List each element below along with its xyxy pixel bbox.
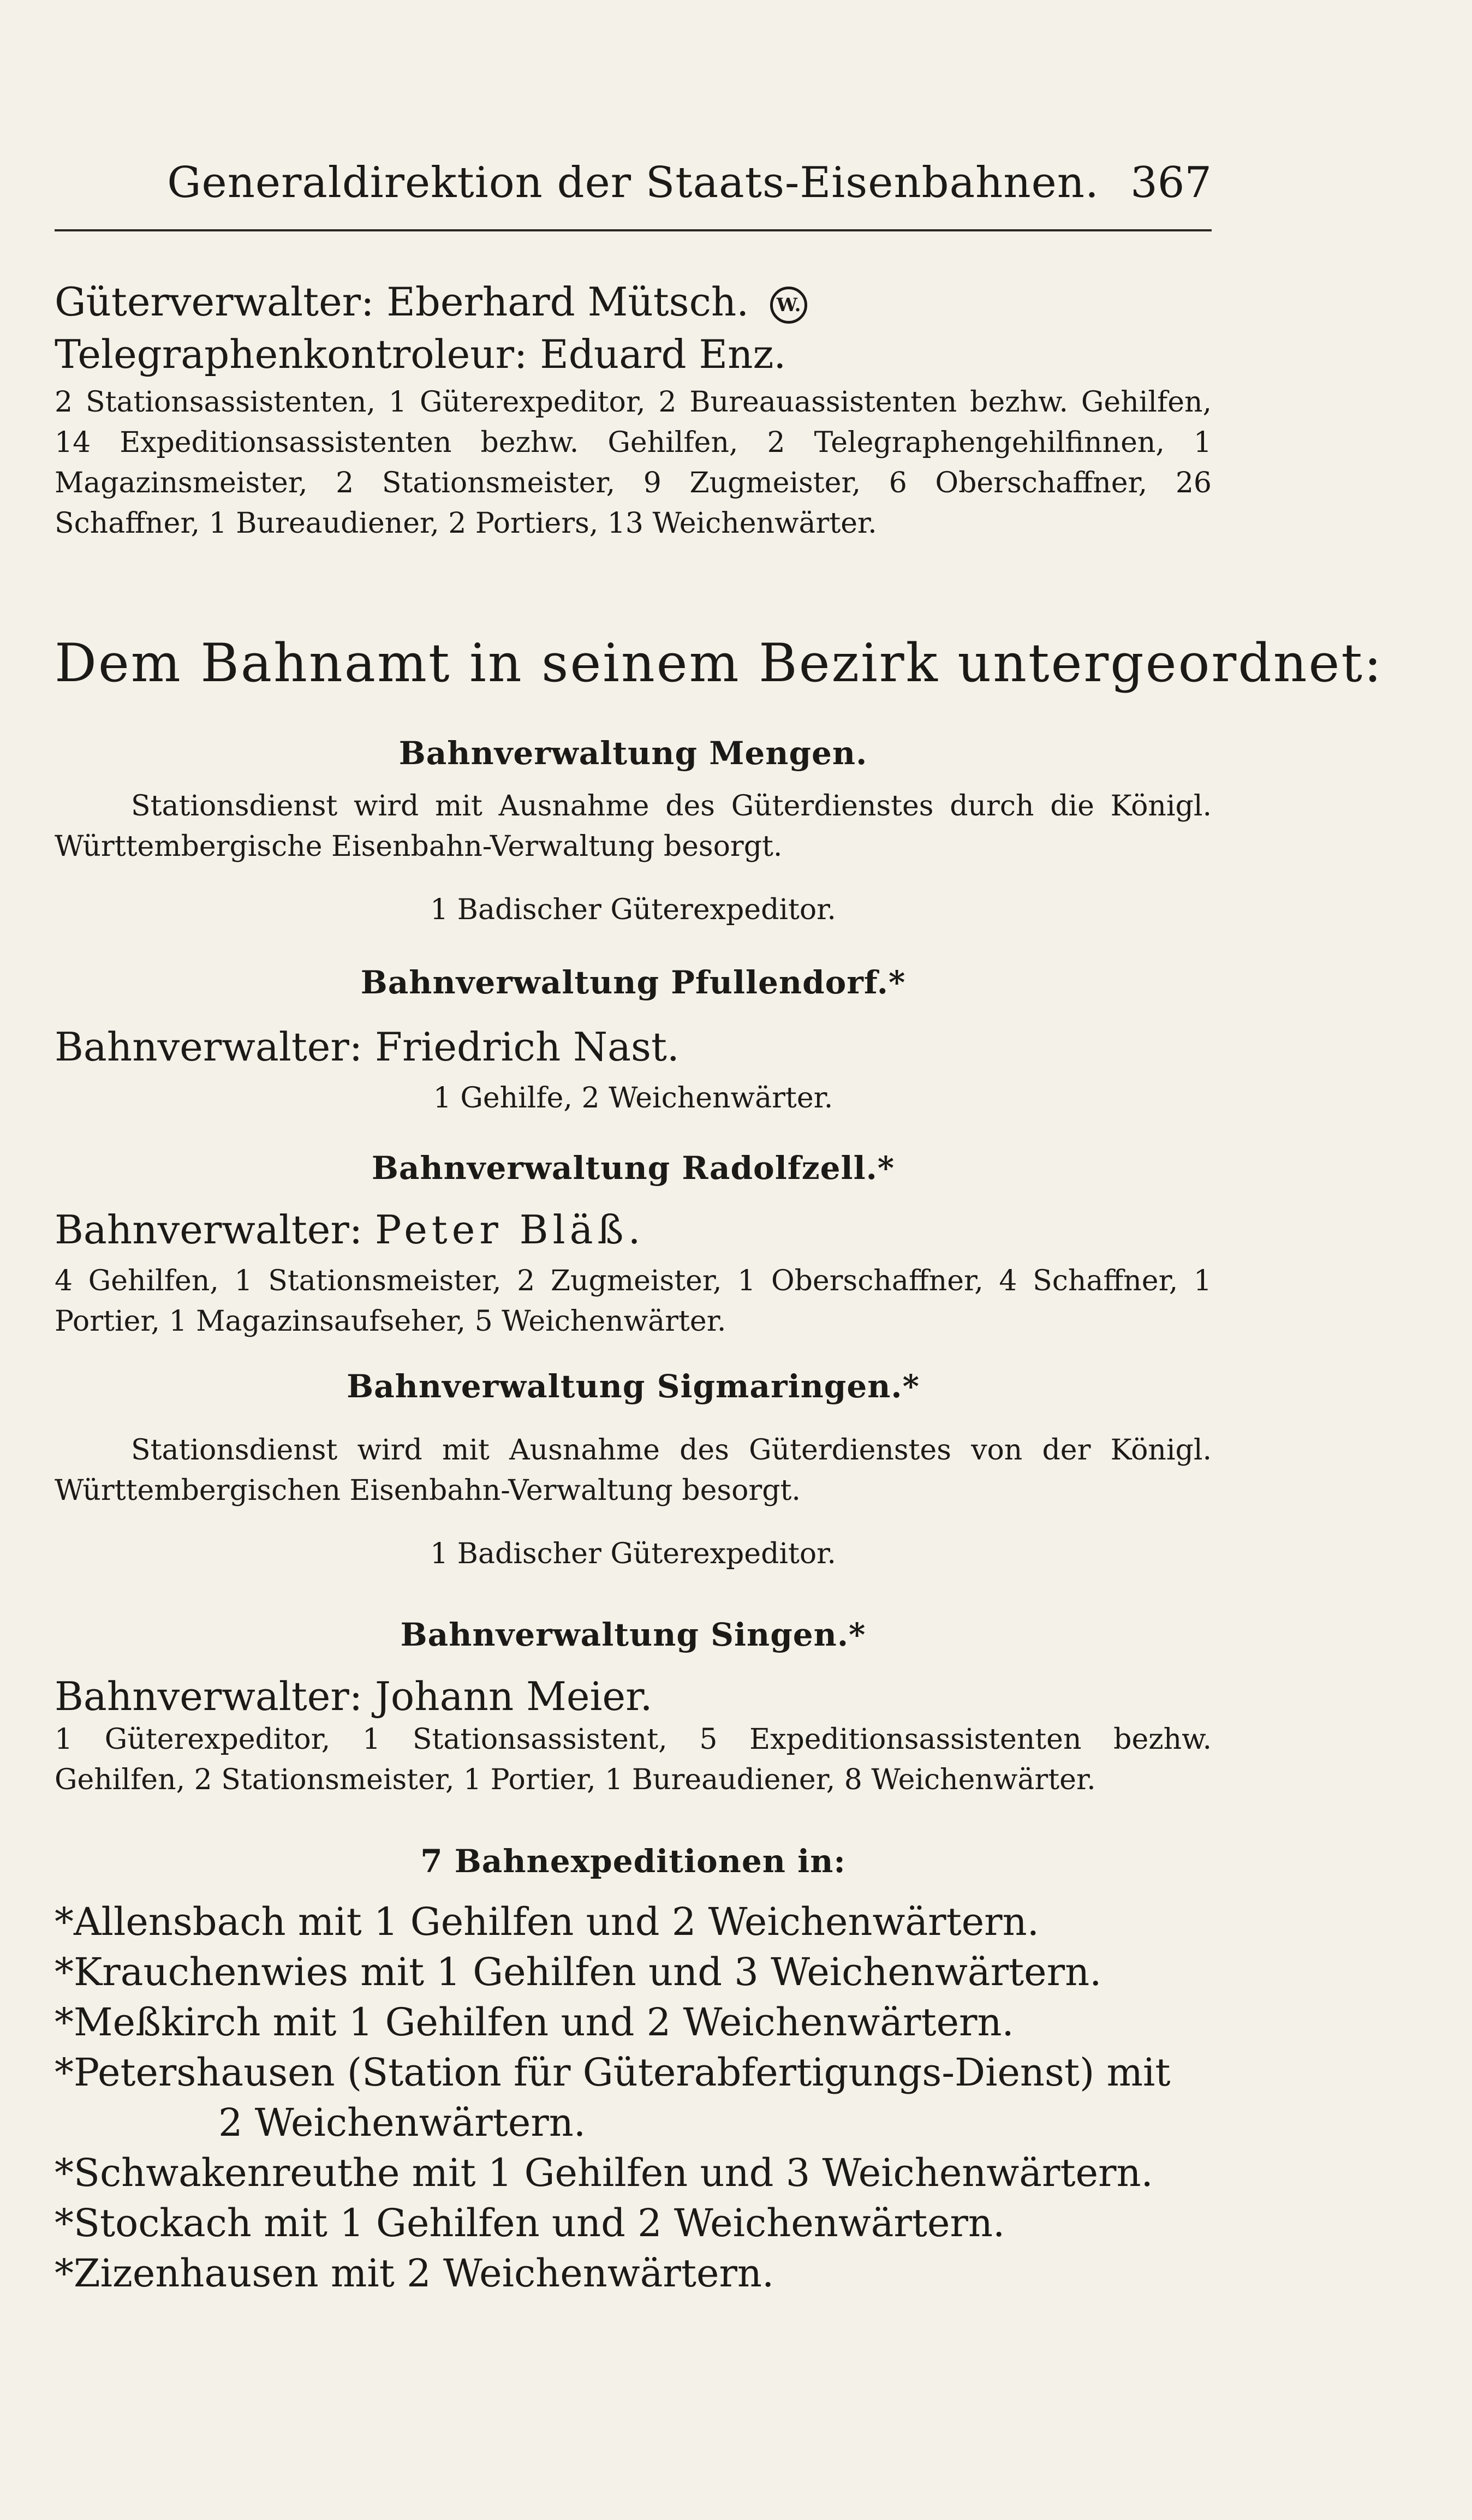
pfullendorf-title: Bahnverwaltung Pfullendorf.* <box>360 964 906 1001</box>
w-badge-icon: W. <box>770 287 807 324</box>
radolfzell-staff: 4 Gehilfen, 1 Stationsmeister, 2 Zugmeister, 1 Oberschaffner, 4 Schaffner, 1 Portier, 1 Magazinsaufseher, 5 Weichenwärter. <box>55 1265 1212 1338</box>
mengen-text: Stationsdienst wird mit Ausnahme des Güterdienstes durch die Königl. Württembergische Eisenbahn-Verwaltung besorgt. <box>55 790 1212 863</box>
singen-staff: 1 Güterexpeditor, 1 Stationsassistent, 5 Expeditionsassistenten bezhw. Gehilfen, 2 Stationsmeister, 1 Portier, 1 Bureaudiener, 8 Weichenwärter. <box>55 1723 1212 1796</box>
document-page <box>55 0 1384 2520</box>
mengen-title: Bahnverwaltung Mengen. <box>398 735 868 772</box>
radolfzell-verwalter <box>55 1204 1212 1256</box>
sigmaringen-staff: 1 Badischer Güterexpeditor. <box>430 1538 836 1570</box>
list-item: *Stockach mit 1 Gehilfen und 2 Weichenwärtern. <box>55 2201 1005 2245</box>
list-item: *Petershausen (Station für Güterabfertigungs-Dienst) mit <box>55 2050 1171 2095</box>
list-item: *Meßkirch mit 1 Gehilfen und 2 Weichenwärtern. <box>55 2000 1014 2045</box>
radolfzell-title: Bahnverwaltung Radolfzell.* <box>371 1149 895 1187</box>
singen-label: Bahnverwalter: <box>55 1673 363 1719</box>
singen-name: Johann Meier. <box>374 1673 653 1719</box>
gueterverwalter-line <box>55 276 1212 328</box>
running-title: Generaldirektion der Staats-Eisenbahnen. <box>167 158 1099 207</box>
page-number: 367 <box>1130 158 1212 207</box>
header-rule <box>55 229 1212 231</box>
list-item: *Krauchenwies mit 1 Gehilfen und 3 Weichenwärtern. <box>55 1950 1102 1994</box>
list-item: *Allensbach mit 1 Gehilfen und 2 Weichenwärtern. <box>55 1899 1039 1944</box>
list-item: *Schwakenreuthe mit 1 Gehilfen und 3 Weichenwärtern. <box>55 2150 1153 2195</box>
telegraph-label: Telegraphenkontroleur: <box>55 331 528 377</box>
singen-verwalter <box>55 1670 1212 1723</box>
sigmaringen-title: Bahnverwaltung Sigmaringen.* <box>347 1368 920 1405</box>
pfullendorf-name: Friedrich Nast. <box>374 1024 680 1070</box>
gueterverwalter-label: Güterverwalter: <box>55 279 374 325</box>
radolfzell-name: Peter Bläß. <box>374 1207 645 1253</box>
list-item-continuation: 2 Weichenwärtern. <box>218 2100 586 2145</box>
radolfzell-label: Bahnverwalter: <box>55 1207 363 1253</box>
pfullendorf-label: Bahnverwalter: <box>55 1024 363 1070</box>
telegraph-line <box>55 328 1212 380</box>
gueterverwalter-name: Eberhard Mütsch. <box>386 279 749 325</box>
pfullendorf-verwalter <box>55 1021 1212 1073</box>
mengen-staff: 1 Badischer Güterexpeditor. <box>430 893 836 926</box>
section-title: Dem Bahnamt in seinem Bezirk untergeordnet: <box>55 633 1384 694</box>
list-item: *Zizenhausen mit 2 Weichenwärtern. <box>55 2251 774 2296</box>
expeditionen-list <box>55 1897 1212 2298</box>
running-header <box>55 147 1212 218</box>
sigmaringen-text: Stationsdienst wird mit Ausnahme des Güterdienstes von der Königl. Württembergischen Eisenbahn-Verwaltung besorgt. <box>55 1434 1212 1507</box>
top-staff: 2 Stationsassistenten, 1 Güterexpeditor, 2 Bureauassistenten bezhw. Gehilfen, 14 Expeditionsassistenten bezhw. Gehilfen, 2 Telegraphengehilfinnen, 1 Magazinsmeister, 2 Stationsmeister, 9 Zugmeister, 6 Oberschaffner, 26 Schaffner, 1 Bureaudiener, 2 Portiers, 13 Weichenwärter. <box>55 386 1212 540</box>
pfullendorf-staff: 1 Gehilfe, 2 Weichenwärter. <box>433 1082 833 1115</box>
telegraph-name: Eduard Enz. <box>540 331 786 377</box>
singen-title: Bahnverwaltung Singen.* <box>400 1616 866 1653</box>
expeditionen-title: 7 Bahnexpeditionen in: <box>420 1843 846 1880</box>
